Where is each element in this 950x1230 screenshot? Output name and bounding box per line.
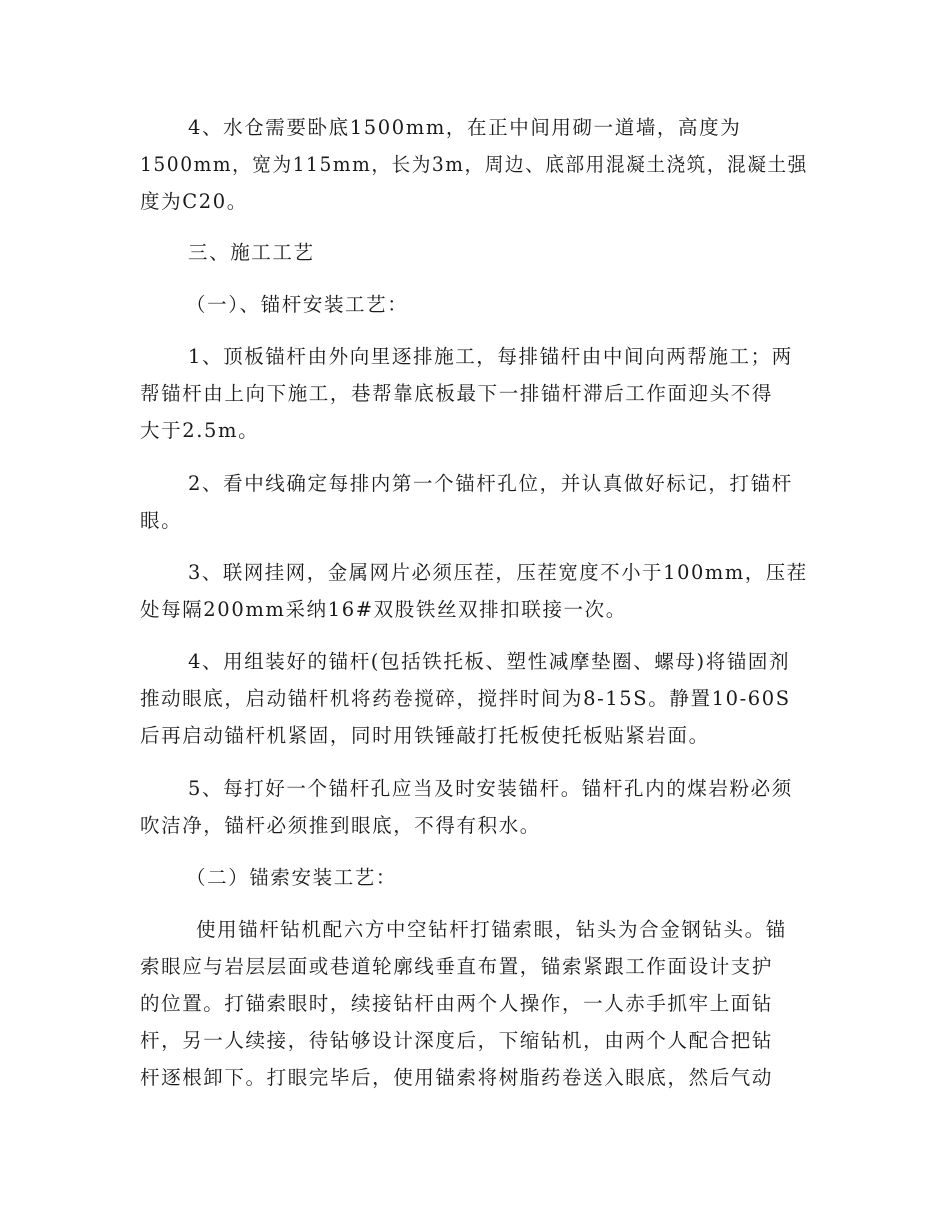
text-line: 1500mm，宽为115mm，长为3m，周边、底部用混凝土浇筑，混凝土强 — [140, 153, 808, 176]
text-line: 杆，另一人续接，待钻够设计深度后，下缩钻机，由两个人配合把钻 — [140, 1029, 774, 1052]
text-line: 后再启动锚杆机紧固，同时用铁锤敲打托板使托板贴紧岩面。 — [140, 724, 710, 747]
text-line: 3、联网挂网，金属网片必须压茬，压茬宽度不小于100mm，压茬 — [188, 561, 808, 584]
text-line: 索眼应与岩层层面或巷道轮廓线垂直布置，锚索紧跟工作面设计支护 — [140, 955, 774, 978]
text-line: 杆逐根卸下。打眼完毕后，使用锚索将树脂药卷送入眼底，然后气动 — [140, 1066, 774, 1089]
text-line: 4、水仓需要卧底1500mm，在正中间用砌一道墙，高度为 — [188, 116, 742, 139]
text-line: 推动眼底，启动锚杆机将药卷搅碎，搅拌时间为8-15S。静置10-60S — [140, 687, 791, 710]
text-line: 5、每打好一个锚杆孔应当及时安装锚杆。锚杆孔内的煤岩粉必须 — [188, 777, 793, 800]
text-line: 眼。 — [140, 509, 183, 532]
text-line: 大于2.5m。 — [140, 419, 260, 442]
text-line: 的位置。打锚索眼时，续接钻杆由两个人操作，一人赤手抓牢上面钻 — [140, 992, 774, 1015]
text-line: 1、顶板锚杆由外向里逐排施工，每排锚杆由中间向两帮施工；两 — [188, 345, 793, 368]
section-heading: 三、施工工艺 — [188, 241, 315, 264]
text-line: 帮锚杆由上向下施工，巷帮靠底板最下一排锚杆滞后工作面迎头不得 — [140, 382, 774, 405]
text-line: 处每隔200mm采纳16#双股铁丝双排扣联接一次。 — [140, 598, 627, 621]
text-line: 吹洁净，锚杆必须推到眼底，不得有积水。 — [140, 814, 541, 837]
subsection-heading: （二）锚索安装工艺： — [186, 866, 398, 889]
subsection-heading: （一）、锚杆安装工艺： — [186, 293, 409, 316]
text-line: 使用锚杆钻机配六方中空钻杆打锚索眼，钻头为合金钢钻头。锚 — [196, 918, 787, 941]
text-line: 2、看中线确定每排内第一个锚杆孔位，并认真做好标记，打锚杆 — [188, 472, 793, 495]
text-line: 度为C20。 — [140, 190, 248, 213]
text-line: 4、用组装好的锚杆(包括铁托板、塑性减摩垫圈、螺母)将锚固剂 — [188, 650, 791, 673]
